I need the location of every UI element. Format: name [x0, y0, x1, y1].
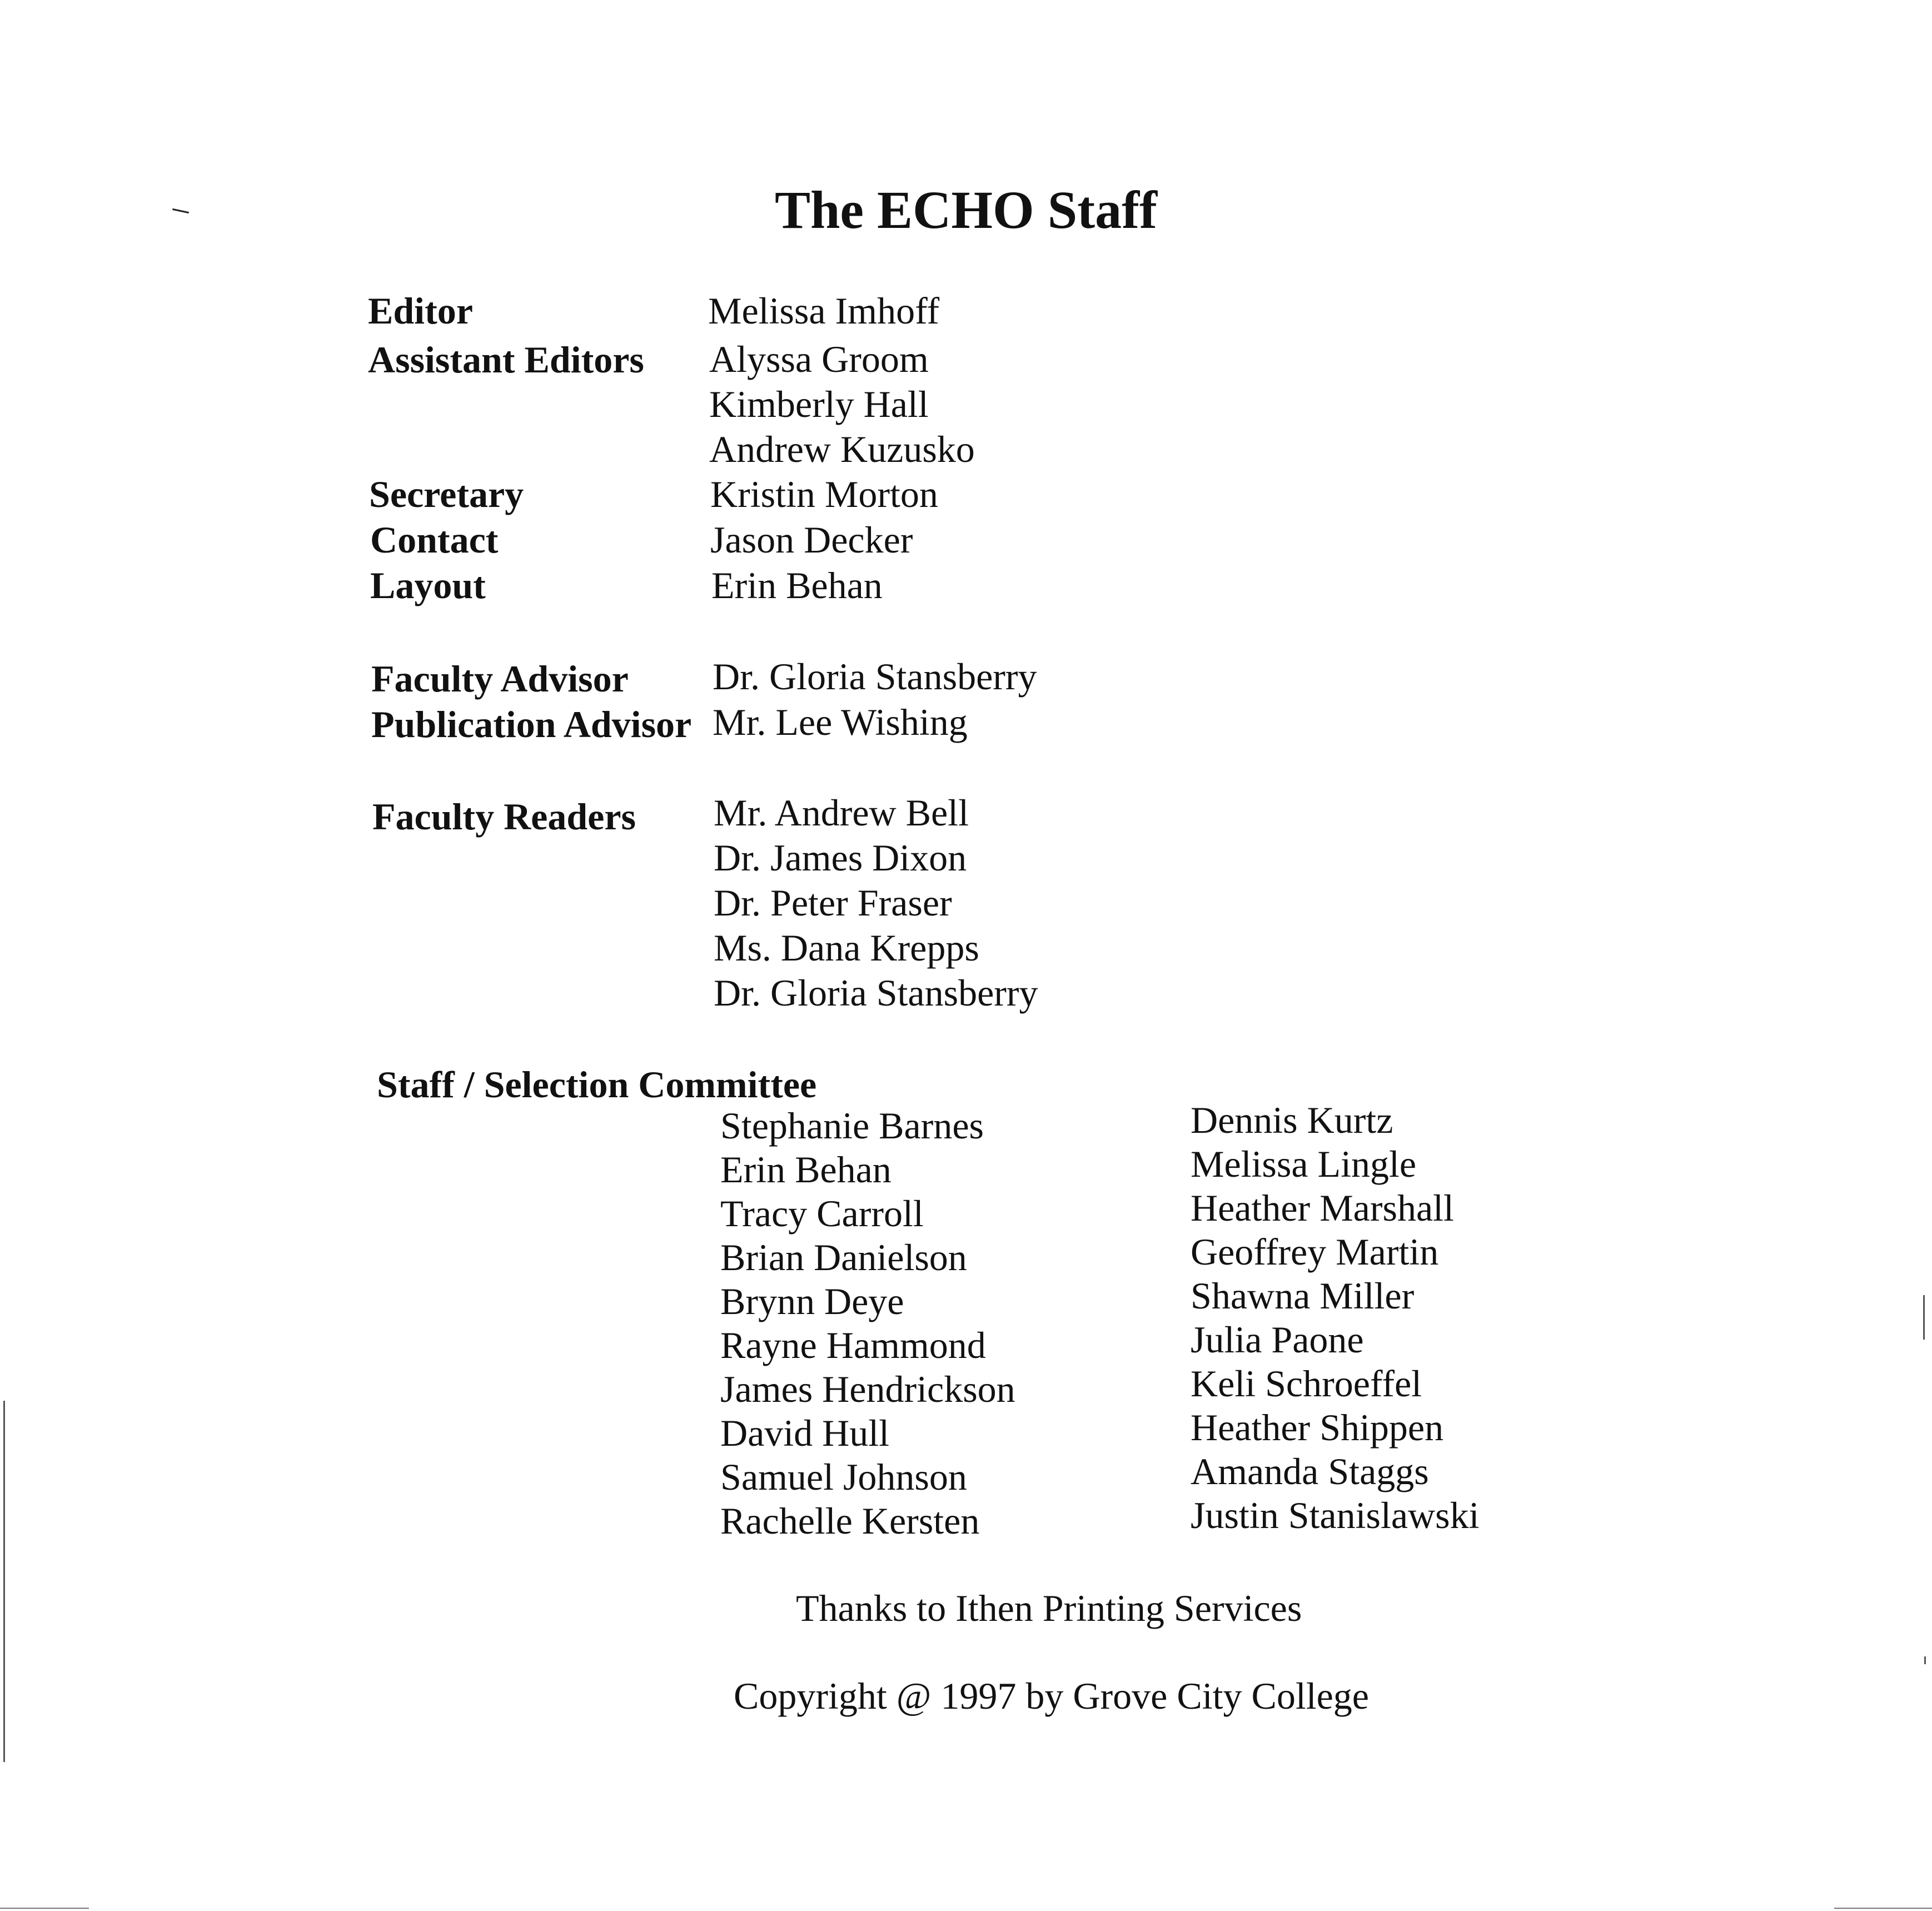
scan-edge-right: [1923, 1295, 1925, 1340]
committee-column-2: [1191, 1098, 1480, 1537]
name-publication-advisor: Mr. Lee Wishing: [713, 701, 968, 743]
list-item: Rachelle Kersten: [720, 1500, 980, 1542]
list-item: Melissa Lingle: [1191, 1143, 1417, 1185]
scan-edge-left: [3, 1401, 5, 1762]
list-item: Julia Paone: [1191, 1318, 1364, 1361]
label-assistant-editors: Assistant Editors: [368, 339, 644, 381]
name-layout: Erin Behan: [711, 564, 883, 606]
assistant-editors-list: [709, 337, 975, 472]
list-item: James Hendrickson: [720, 1368, 1015, 1410]
committee-column-1: [720, 1104, 1015, 1543]
label-layout: Layout: [370, 564, 486, 606]
label-contact: Contact: [370, 519, 499, 561]
list-item: Dennis Kurtz: [1191, 1099, 1393, 1141]
scan-edge-right-dot: [1924, 1656, 1926, 1664]
list-item: Samuel Johnson: [720, 1456, 967, 1498]
list-item: Heather Shippen: [1191, 1406, 1444, 1449]
list-item: Tracy Carroll: [720, 1192, 924, 1235]
faculty-readers-list: [714, 790, 1038, 1016]
label-publication-advisor: Publication Advisor: [371, 703, 692, 745]
list-item: Dr. Gloria Stansberry: [714, 972, 1038, 1014]
list-item: Geoffrey Martin: [1191, 1231, 1439, 1273]
list-item: Amanda Staggs: [1191, 1450, 1429, 1492]
list-item: Brynn Deye: [720, 1280, 904, 1322]
list-item: Dr. Peter Fraser: [714, 882, 952, 924]
list-item: Mr. Andrew Bell: [714, 792, 969, 834]
label-editor: Editor: [368, 290, 473, 332]
list-item: Heather Marshall: [1191, 1187, 1454, 1229]
list-item: Brian Danielson: [720, 1236, 967, 1278]
copyright-line: Copyright @ 1997 by Grove City College: [734, 1675, 1369, 1717]
label-committee: Staff / Selection Committee: [377, 1063, 817, 1106]
list-item: Erin Behan: [720, 1148, 892, 1191]
name-contact: Jason Decker: [710, 519, 913, 561]
name-editor: Melissa Imhoff: [708, 290, 940, 332]
list-item: Alyssa Groom: [709, 338, 929, 380]
list-item: David Hull: [720, 1412, 890, 1454]
list-item: Keli Schroeffel: [1191, 1362, 1422, 1405]
name-secretary: Kristin Morton: [710, 473, 938, 515]
list-item: Rayne Hammond: [720, 1324, 986, 1366]
list-item: Ms. Dana Krepps: [714, 927, 979, 969]
thanks-line: Thanks to Ithen Printing Services: [796, 1587, 1302, 1629]
list-item: Justin Stanislawski: [1191, 1494, 1480, 1536]
label-faculty-readers: Faculty Readers: [372, 795, 636, 838]
label-faculty-advisor: Faculty Advisor: [371, 658, 629, 700]
page-title: The ECHO Staff: [774, 180, 1158, 240]
list-item: Kimberly Hall: [709, 383, 929, 425]
scan-edge-bottom-right: [1834, 1908, 1932, 1909]
name-faculty-advisor: Dr. Gloria Stansberry: [713, 655, 1037, 698]
label-secretary: Secretary: [369, 473, 524, 515]
list-item: Shawna Miller: [1191, 1275, 1415, 1317]
scan-edge-bottom-left: [0, 1908, 89, 1909]
list-item: Stephanie Barnes: [720, 1104, 984, 1147]
list-item: Andrew Kuzusko: [709, 428, 975, 470]
list-item: Dr. James Dixon: [714, 837, 967, 879]
